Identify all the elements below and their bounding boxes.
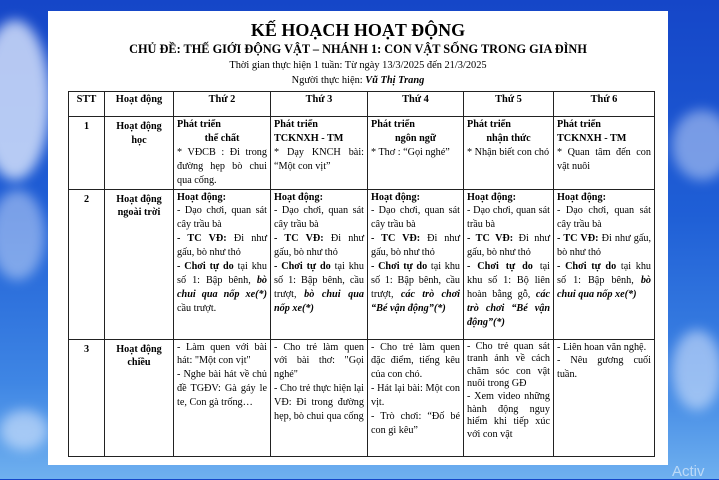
cell-free-italic: bò chui qua nốp xe(*) xyxy=(177,274,267,300)
cell-tc-text: Đi như gấu, bò như thỏ xyxy=(467,233,550,259)
document-subtitle: CHỦ ĐỀ: THẾ GIỚI ĐỘNG VẬT – NHÁNH 1: CON VẬT SỐNG TRONG GIA ĐÌNH xyxy=(129,42,587,56)
cell-free-italic: bò chui qua nốp xe(*) xyxy=(557,274,651,300)
cell-wednesday xyxy=(368,189,464,339)
document-page xyxy=(48,11,668,465)
cell-label: Hoạt động: xyxy=(467,191,516,203)
cell-thursday xyxy=(464,117,554,190)
cell-observe: - Dạo chơi, quan sát trầu bà xyxy=(467,205,550,231)
cell-line: - Nghe bài hát về chủ đề TGĐV: Gà gáy le te, Con gà trống… xyxy=(177,369,267,409)
cloud-decoration xyxy=(672,110,719,180)
cell-free-tail: cầu trượt. xyxy=(177,302,217,314)
cell-tuesday xyxy=(271,339,368,456)
cell-text: * VĐCB : Đi trong đường hẹp bò chui qua cống. xyxy=(177,146,267,186)
header-thursday: Thứ 5 xyxy=(464,92,554,117)
activity-plan-table xyxy=(68,91,655,457)
header-friday: Thứ 6 xyxy=(554,92,655,117)
cell-free-label: - Chơi tự do xyxy=(371,261,428,273)
cloud-decoration xyxy=(0,20,50,180)
cell-free-italic: các trò chơi “Bé vận động”(*) xyxy=(371,288,461,314)
cell-heading: Phát triển xyxy=(371,119,415,130)
cell-line: - Cho trẻ thực hiện lại VĐ: Đi trong đường hẹp, bò chui qua cống xyxy=(274,383,364,423)
header-activity: Hoạt động xyxy=(105,92,174,117)
cell-line: - Cho trẻ làm quen với bài thơ: "Gọi nghé" xyxy=(274,341,364,381)
cloud-decoration xyxy=(672,330,719,410)
table-row xyxy=(69,117,655,190)
document-title: KẾ HOẠCH HOẠT ĐỘNG xyxy=(250,20,466,40)
table-row xyxy=(69,189,655,339)
cell-monday xyxy=(174,117,271,190)
cell-tc-label: - TC VĐ: xyxy=(557,233,599,245)
cell-tc-label: - TC VĐ: xyxy=(177,233,227,245)
cloud-decoration xyxy=(0,190,45,280)
cell-heading: ngôn ngữ xyxy=(395,132,436,144)
cell-observe: - Dạo chơi, quan sát cây trầu bà xyxy=(557,205,651,231)
cell-observe: - Dạo chơi, quan sát cây trầu bà xyxy=(274,205,364,231)
header-tuesday: Thứ 3 xyxy=(271,92,368,117)
cell-label: Hoạt động: xyxy=(177,191,226,203)
cell-free-label: - Chơi tự do xyxy=(177,261,234,273)
cell-heading: Phát triển xyxy=(557,119,601,130)
cell-tuesday xyxy=(271,117,368,190)
cell-line: - Cho trẻ làm quen đặc điểm, tiếng kêu của con chó. xyxy=(371,341,460,381)
header-monday: Thứ 2 xyxy=(174,92,271,117)
table-row xyxy=(69,339,655,456)
cell-heading: nhận thức xyxy=(486,132,531,144)
cell-monday xyxy=(174,189,271,339)
cell-heading: TCKNXH - TM xyxy=(557,132,627,144)
author-label: Người thực hiện: xyxy=(291,75,366,86)
cell-line: - Làm quen với bài hát: "Một con vịt" xyxy=(177,341,267,367)
cell-tc-text: Đi như gấu, bò như thỏ xyxy=(371,233,460,259)
cell-heading: Phát triển xyxy=(274,119,318,130)
document-author xyxy=(48,75,668,86)
activation-watermark: Activ xyxy=(672,463,705,480)
cell-line: - Trò chơi: “Đố bé con gì kêu” xyxy=(371,411,460,436)
cell-free-text: tại khu số 1: Bộ liên hoàn bằng gỗ, xyxy=(467,261,551,300)
cell-tc-label: - TC VĐ: xyxy=(467,233,514,245)
cell-friday xyxy=(554,339,655,456)
cell-line: - Nêu gương cuối tuần. xyxy=(557,355,651,381)
cell-free-text: tại khu số 1: Bập bênh, cầu trượt, xyxy=(274,261,364,300)
cell-observe: - Dạo chơi, quan sát cây trầu bà xyxy=(371,205,460,231)
cell-line: - Hát lại bài: Một con vịt. xyxy=(371,383,460,409)
cell-free-italic: bò chui qua nốp xe(*) xyxy=(274,288,364,314)
row-stt: 1 xyxy=(69,117,105,190)
cell-text: * Thơ : “Gọi nghé” xyxy=(371,146,450,158)
cell-thursday xyxy=(464,189,554,339)
cell-tc-text: Đi như gấu, bò như thỏ xyxy=(274,233,364,259)
cell-label: Hoạt động: xyxy=(557,191,606,203)
cell-free-label: - Chơi tự do xyxy=(467,261,533,273)
cell-label: Hoạt động: xyxy=(274,191,323,203)
row-activity: Hoạt động ngoài trời xyxy=(105,189,174,339)
cell-line: - Cho trẻ quan sát tranh ảnh về cách chăm sóc con vật nuôi trong GĐ xyxy=(467,340,550,390)
cell-heading: Phát triển xyxy=(467,119,511,130)
cloud-decoration xyxy=(0,410,48,450)
cell-wednesday xyxy=(368,339,464,456)
cell-heading: thể chất xyxy=(204,132,240,144)
cell-heading: Phát triển xyxy=(177,119,221,130)
cell-text: * Dạy KNCH bài: “Một con vịt” xyxy=(274,146,364,172)
cell-heading: TCKNXH - TM xyxy=(274,132,344,144)
cell-line: - Liên hoan văn nghệ. xyxy=(557,341,647,353)
row-stt: 3 xyxy=(69,339,105,456)
cell-line: - Xem video những hành động nguy hiểm khi tiếp xúc với con vật xyxy=(467,390,550,440)
cell-free-label: - Chơi tự do xyxy=(274,261,331,273)
document-period: Thời gian thực hiện 1 tuần: Từ ngày 13/3/2025 đến 21/3/2025 xyxy=(229,60,487,71)
cell-tc-text: Đi như gấu, bò như thỏ xyxy=(177,233,267,259)
cell-text: * Quan tâm đến con vật nuôi xyxy=(557,146,651,172)
cell-label: Hoạt động: xyxy=(371,191,420,203)
cell-friday xyxy=(554,189,655,339)
cell-wednesday xyxy=(368,117,464,190)
table-header-row xyxy=(69,92,655,117)
row-activity: Hoạt động chiều xyxy=(105,339,174,456)
cell-free-text: tại khu số 1: Bập bênh, xyxy=(177,261,267,286)
cell-monday xyxy=(174,339,271,456)
header-stt: STT xyxy=(69,92,105,117)
cell-free-italic: các trò chơi “Bé vận động”(*) xyxy=(467,288,550,328)
cell-free-text: tại khu số 1: Bập bênh, cầu trượt, xyxy=(371,261,461,300)
cell-text: * Nhận biết con chó xyxy=(467,146,550,158)
cell-free-text: tại khu số 1: Bập bênh, xyxy=(557,261,652,286)
cell-free-label: - Chơi tự do xyxy=(557,261,617,273)
row-stt: 2 xyxy=(69,189,105,339)
cell-tuesday xyxy=(271,189,368,339)
cell-observe: - Dạo chơi, quan sát cây trầu bà xyxy=(177,205,267,231)
cell-tc-text: Đi như gấu, bò như thỏ xyxy=(557,233,651,259)
author-name: Vũ Thị Trang xyxy=(365,75,425,86)
row-activity: Hoạt động học xyxy=(105,117,174,190)
cell-tc-label: - TC VĐ: xyxy=(371,233,421,245)
cell-thursday xyxy=(464,339,554,456)
cell-friday xyxy=(554,117,655,190)
header-wednesday: Thứ 4 xyxy=(368,92,464,117)
cell-tc-label: - TC VĐ: xyxy=(274,233,324,245)
